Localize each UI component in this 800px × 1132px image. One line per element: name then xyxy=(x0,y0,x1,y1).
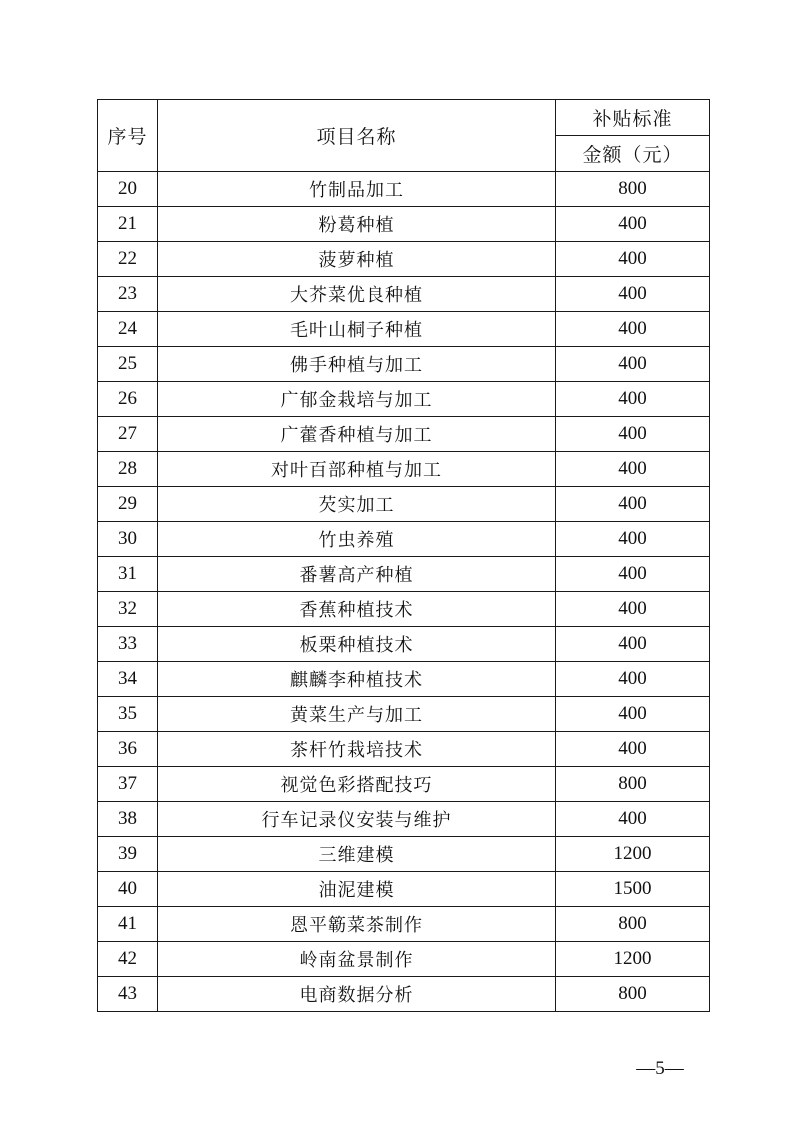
header-subsidy-group: 补贴标准 xyxy=(556,100,710,136)
table-row xyxy=(98,277,710,312)
table-row xyxy=(98,452,710,487)
project-name: 毛叶山桐子种植 xyxy=(158,312,556,347)
project-name: 电商数据分析 xyxy=(158,977,556,1012)
table-row xyxy=(98,242,710,277)
row-number: 27 xyxy=(98,417,158,452)
row-number: 42 xyxy=(98,942,158,977)
project-name: 芡实加工 xyxy=(158,487,556,522)
subsidy-amount: 400 xyxy=(556,207,710,242)
subsidy-amount: 800 xyxy=(556,172,710,207)
project-name: 广藿香种植与加工 xyxy=(158,417,556,452)
subsidy-amount: 1200 xyxy=(556,942,710,977)
project-name: 菠萝种植 xyxy=(158,242,556,277)
table-row xyxy=(98,942,710,977)
row-number: 35 xyxy=(98,697,158,732)
table-row xyxy=(98,732,710,767)
table-row xyxy=(98,487,710,522)
project-name: 油泥建模 xyxy=(158,872,556,907)
table-body xyxy=(98,172,710,1012)
row-number: 21 xyxy=(98,207,158,242)
subsidy-amount: 400 xyxy=(556,522,710,557)
row-number: 22 xyxy=(98,242,158,277)
table-row xyxy=(98,172,710,207)
row-number: 25 xyxy=(98,347,158,382)
row-number: 24 xyxy=(98,312,158,347)
table-row xyxy=(98,382,710,417)
table-row xyxy=(98,767,710,802)
subsidy-amount: 400 xyxy=(556,277,710,312)
project-name: 竹制品加工 xyxy=(158,172,556,207)
project-name: 大芥菜优良种植 xyxy=(158,277,556,312)
project-name: 香蕉种植技术 xyxy=(158,592,556,627)
row-number: 23 xyxy=(98,277,158,312)
table-row xyxy=(98,627,710,662)
table-row xyxy=(98,802,710,837)
subsidy-amount: 400 xyxy=(556,347,710,382)
project-name: 粉葛种植 xyxy=(158,207,556,242)
table-row xyxy=(98,592,710,627)
table-row xyxy=(98,662,710,697)
project-name: 岭南盆景制作 xyxy=(158,942,556,977)
subsidy-table xyxy=(97,99,710,1012)
subsidy-amount: 400 xyxy=(556,627,710,662)
row-number: 20 xyxy=(98,172,158,207)
subsidy-amount: 1200 xyxy=(556,837,710,872)
subsidy-amount: 400 xyxy=(556,802,710,837)
subsidy-amount: 400 xyxy=(556,557,710,592)
project-name: 恩平簕菜茶制作 xyxy=(158,907,556,942)
subsidy-amount: 400 xyxy=(556,592,710,627)
subsidy-amount: 400 xyxy=(556,662,710,697)
row-number: 34 xyxy=(98,662,158,697)
table-row xyxy=(98,697,710,732)
project-name: 视觉色彩搭配技巧 xyxy=(158,767,556,802)
subsidy-amount: 800 xyxy=(556,767,710,802)
header-no: 序号 xyxy=(98,100,158,172)
project-name: 板栗种植技术 xyxy=(158,627,556,662)
subsidy-amount: 400 xyxy=(556,382,710,417)
row-number: 36 xyxy=(98,732,158,767)
subsidy-amount: 800 xyxy=(556,977,710,1012)
project-name: 竹虫养殖 xyxy=(158,522,556,557)
table-row xyxy=(98,557,710,592)
project-name: 佛手种植与加工 xyxy=(158,347,556,382)
row-number: 43 xyxy=(98,977,158,1012)
project-name: 番薯高产种植 xyxy=(158,557,556,592)
project-name: 行车记录仪安装与维护 xyxy=(158,802,556,837)
subsidy-amount: 400 xyxy=(556,487,710,522)
row-number: 41 xyxy=(98,907,158,942)
subsidy-amount: 400 xyxy=(556,452,710,487)
subsidy-amount: 400 xyxy=(556,417,710,452)
row-number: 29 xyxy=(98,487,158,522)
subsidy-amount: 400 xyxy=(556,732,710,767)
row-number: 26 xyxy=(98,382,158,417)
row-number: 40 xyxy=(98,872,158,907)
project-name: 黄菜生产与加工 xyxy=(158,697,556,732)
table-row xyxy=(98,872,710,907)
project-name: 三维建模 xyxy=(158,837,556,872)
subsidy-amount: 1500 xyxy=(556,872,710,907)
row-number: 32 xyxy=(98,592,158,627)
table-row xyxy=(98,522,710,557)
table-header xyxy=(98,100,710,172)
row-number: 37 xyxy=(98,767,158,802)
row-number: 31 xyxy=(98,557,158,592)
header-amount: 金额（元） xyxy=(556,136,710,172)
project-name: 对叶百部种植与加工 xyxy=(158,452,556,487)
table-row xyxy=(98,417,710,452)
table-row xyxy=(98,837,710,872)
table-row xyxy=(98,312,710,347)
subsidy-amount: 400 xyxy=(556,697,710,732)
project-name: 广郁金栽培与加工 xyxy=(158,382,556,417)
table-row xyxy=(98,207,710,242)
header-name: 项目名称 xyxy=(158,100,556,172)
subsidy-amount: 400 xyxy=(556,242,710,277)
row-number: 39 xyxy=(98,837,158,872)
table-row xyxy=(98,347,710,382)
table-row xyxy=(98,977,710,1012)
subsidy-amount: 800 xyxy=(556,907,710,942)
subsidy-amount: 400 xyxy=(556,312,710,347)
row-number: 33 xyxy=(98,627,158,662)
page-number: —5— xyxy=(636,1058,684,1079)
row-number: 28 xyxy=(98,452,158,487)
row-number: 30 xyxy=(98,522,158,557)
project-name: 茶杆竹栽培技术 xyxy=(158,732,556,767)
table-row xyxy=(98,907,710,942)
project-name: 麒麟李种植技术 xyxy=(158,662,556,697)
row-number: 38 xyxy=(98,802,158,837)
